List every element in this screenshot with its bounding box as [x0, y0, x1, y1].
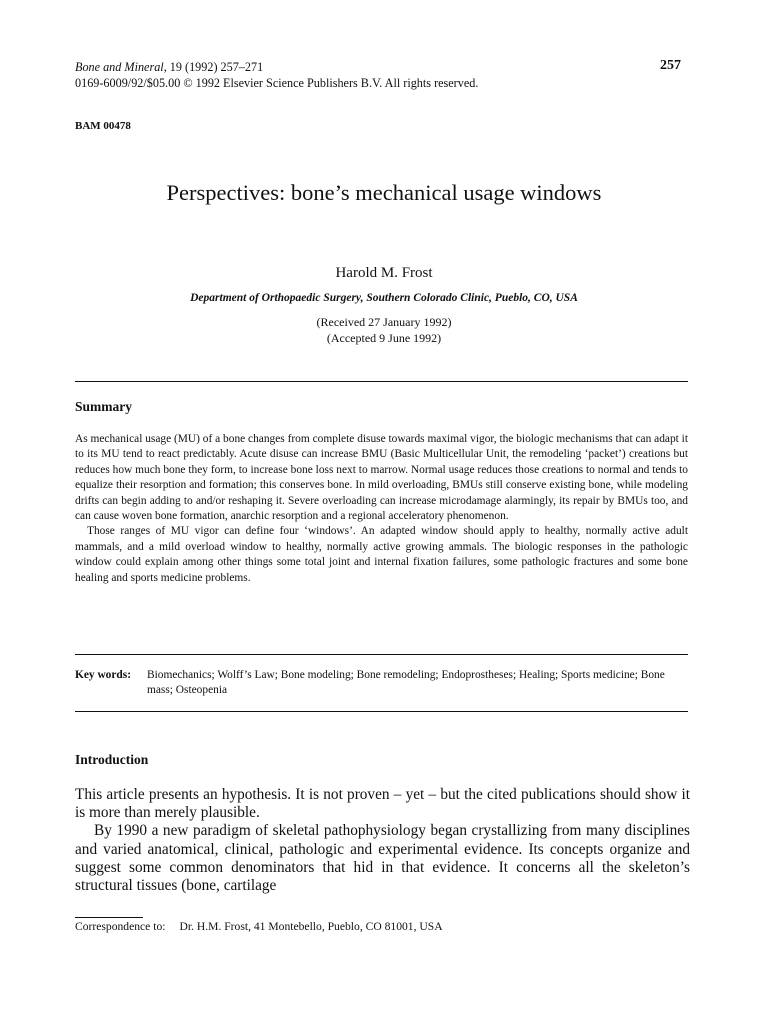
divider-keywords-bottom — [75, 711, 688, 712]
footnote-rule — [75, 917, 143, 918]
summary-paragraph: As mechanical usage (MU) of a bone changes from complete disuse towards maximal vigor, the biologic mechanisms that can adapt it to its MU tend to react predictably. Acute disuse can increase BMU (Basic Multicellular Unit, the remodeling ‘packet’) creations but reduces how much bone they form, to increase bone loss next to marrow. Normal usage reduces those creations to normal and tends to equalize their resorption and formation; this conserves bone. In mild overloading, BMUs still conserve existing bone, while modeling drifts can begin adding to and/or reshaping it. Severe overloading can increase microdamage alarmingly, its repair by BMUs too, and can cause woven bone formation, anarchic resorption and a regional acceleratory phenomenon. — [75, 433, 688, 523]
summary-heading: Summary — [75, 399, 132, 414]
received-date: (Received 27 January 1992) — [316, 315, 452, 329]
journal-name: Bone and Mineral — [75, 60, 164, 74]
article-code: BAM 00478 — [75, 120, 131, 132]
article-dates — [0, 314, 768, 346]
correspondence-footnote — [75, 920, 443, 933]
author-name: Harold M. Frost — [335, 265, 433, 281]
accepted-date: (Accepted 9 June 1992) — [326, 331, 442, 345]
footnote-label: Correspondence to: — [75, 920, 166, 933]
footnote-text: Dr. H.M. Frost, 41 Montebello, Pueblo, CO 81001, USA — [179, 920, 443, 933]
author-affiliation: Department of Orthopaedic Surgery, Southern Colorado Clinic, Pueblo, CO, USA — [190, 292, 578, 304]
introduction-body — [75, 786, 690, 895]
keywords — [75, 668, 688, 699]
journal-header — [75, 60, 478, 91]
keywords-label: Key words: — [75, 669, 131, 681]
introduction-paragraph: By 1990 a new paradigm of skeletal pathophysiology began crystallizing from many disciplines and varied anatomical, clinical, pathologic and experimental evidence. Its concepts organize and suggest some common denominators that hid in that evidence. It concerns all the skeleton’s structural tissues (bone, cartilage — [75, 822, 690, 895]
introduction-heading: Introduction — [75, 752, 149, 767]
volume-pages: , 19 (1992) 257–271 — [163, 60, 264, 74]
article-title: Perspectives: bone’s mechanical usage windows — [166, 180, 602, 205]
summary-paragraph: Those ranges of MU vigor can define four ‘windows’. An adapted window should apply to healthy, normally active adult mammals, and a mild overload window to healthy, normally active growing ammals. The biologic responses in the pathologic window could explain among other things some total joint and internal fixation failures, some pathologic fractures and some bone healing and sports medicine problems. — [75, 525, 688, 584]
keywords-text: Biomechanics; Wolff’s Law; Bone modeling; Bone remodeling; Endoprostheses; Healing; Sports medicine; Bone mass; Osteopenia — [147, 669, 665, 697]
citation-line — [75, 60, 478, 76]
summary-body — [75, 432, 688, 586]
page-number: 257 — [660, 58, 681, 73]
divider-keywords-top — [75, 654, 688, 655]
divider-top — [75, 381, 688, 382]
introduction-paragraph: This article presents an hypothesis. It is not proven – yet – but the cited publications should show it is more than merely plausible. — [75, 786, 690, 822]
copyright-line: 0169-6009/92/$05.00 © 1992 Elsevier Science Publishers B.V. All rights reserved. — [75, 75, 479, 90]
